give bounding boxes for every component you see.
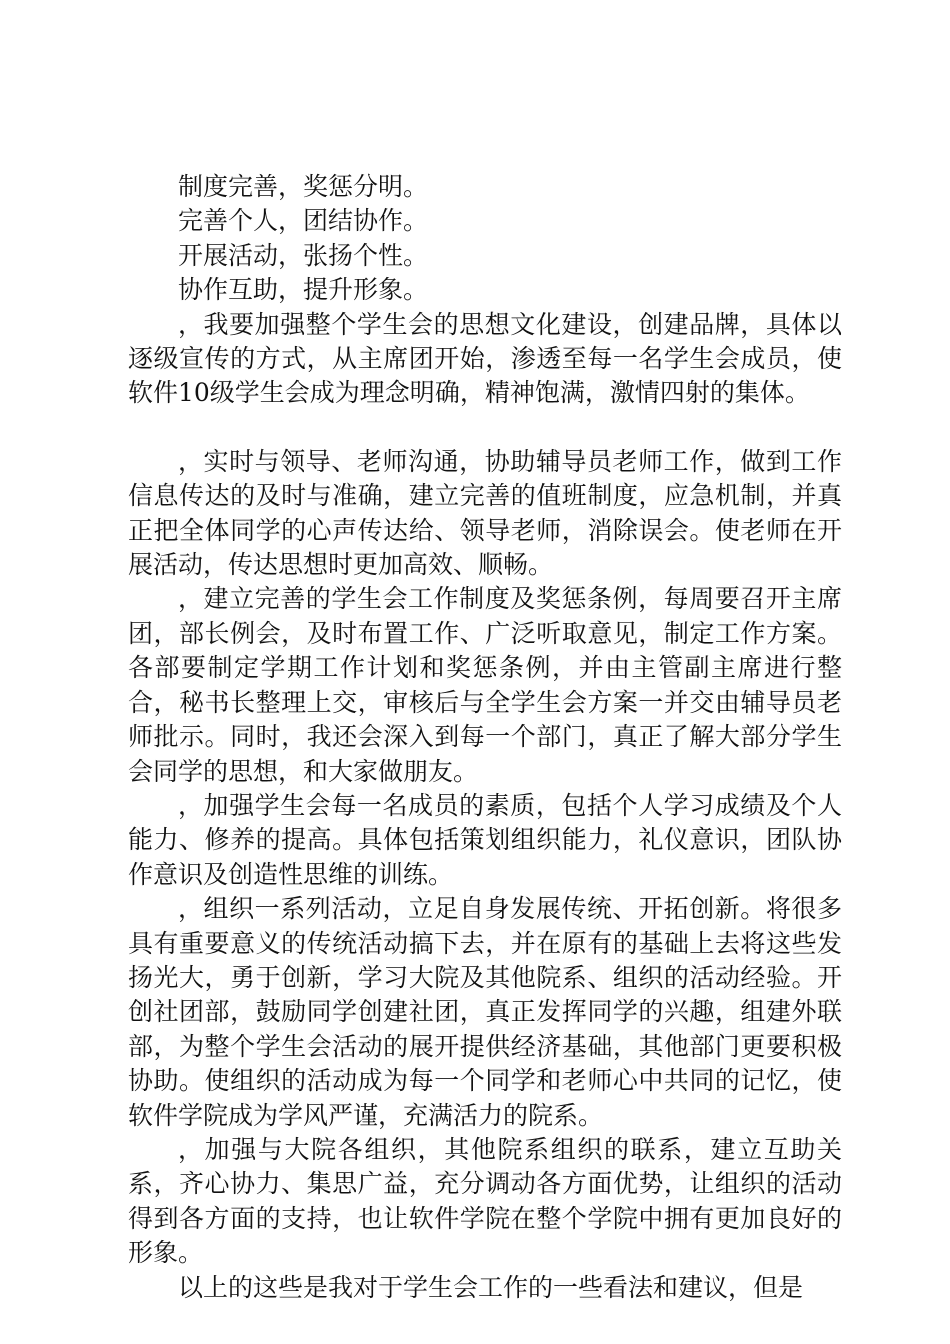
paragraph-quality: ，加强学生会每一名成员的素质，包括个人学习成绩及个人能力、修养的提高。具体包括策划组织能力，礼仪意识，团队协作意识及创造性思维的训练。 bbox=[128, 790, 842, 889]
paragraph-relations: ，加强与大院各组织，其他院系组织的联系，建立互助关系，齐心协力、集思广益，充分调动各方面优势，让组织的活动得到各方面的支持，也让软件学院在整个学院中拥有更加良好的形象。 bbox=[128, 1134, 842, 1268]
paragraph-communication: ，实时与领导、老师沟通，协助辅导员老师工作，做到工作信息传达的及时与准确，建立完善的值班制度，应急机制，并真正把全体同学的心声传达给、领导老师，消除误会。使老师在开展活动，传达思想时更加高效、顺畅。 bbox=[128, 446, 842, 580]
paragraph-system: ，建立完善的学生会工作制度及奖惩条例，每周要召开主席团，部长例会，及时布置工作、广泛听取意见，制定工作方案。各部要制定学期工作计划和奖惩条例，并由主管副主席进行整合，秘书长整理上交，审核后与全学生会方案一并交由辅导员老师批示。同时，我还会深入到每一个部门，真正了解大部分学生会同学的思想，和大家做朋友。 bbox=[128, 584, 842, 786]
paragraph-rule-3: 开展活动，张扬个性。 bbox=[178, 240, 429, 270]
paragraph-culture: ，我要加强整个学生会的思想文化建设，创建品牌，具体以逐级宣传的方式，从主席团开始，渗透至每一名学生会成员，使软件10级学生会成为理念明确，精神饱满，激情四射的集体。 bbox=[128, 309, 842, 408]
document-body bbox=[128, 170, 842, 1305]
paragraph-rule-2: 完善个人，团结协作。 bbox=[178, 206, 429, 236]
paragraph-rule-1: 制度完善，奖惩分明。 bbox=[178, 172, 429, 201]
paragraph-activities: ，组织一系列活动，立足自身发展传统、开拓创新。将很多具有重要意义的传统活动搞下去，并在原有的基础上去将这些发扬光大，勇于创新，学习大院及其他院系、组织的活动经验。开创社团部，鼓励同学创建社团，真正发挥同学的兴趣，组建外联部，为整个学生会活动的展开提供经济基础，其他部门更要积极协助。使组织的活动成为每一个同学和老师心中共同的记忆，使软件学院成为学风严谨，充满活力的院系。 bbox=[128, 894, 842, 1130]
paragraph-conclusion: 以上的这些是我对于学生会工作的一些看法和建议，但是 bbox=[178, 1272, 804, 1302]
paragraph-rule-4: 协作互助，提升形象。 bbox=[178, 275, 429, 305]
